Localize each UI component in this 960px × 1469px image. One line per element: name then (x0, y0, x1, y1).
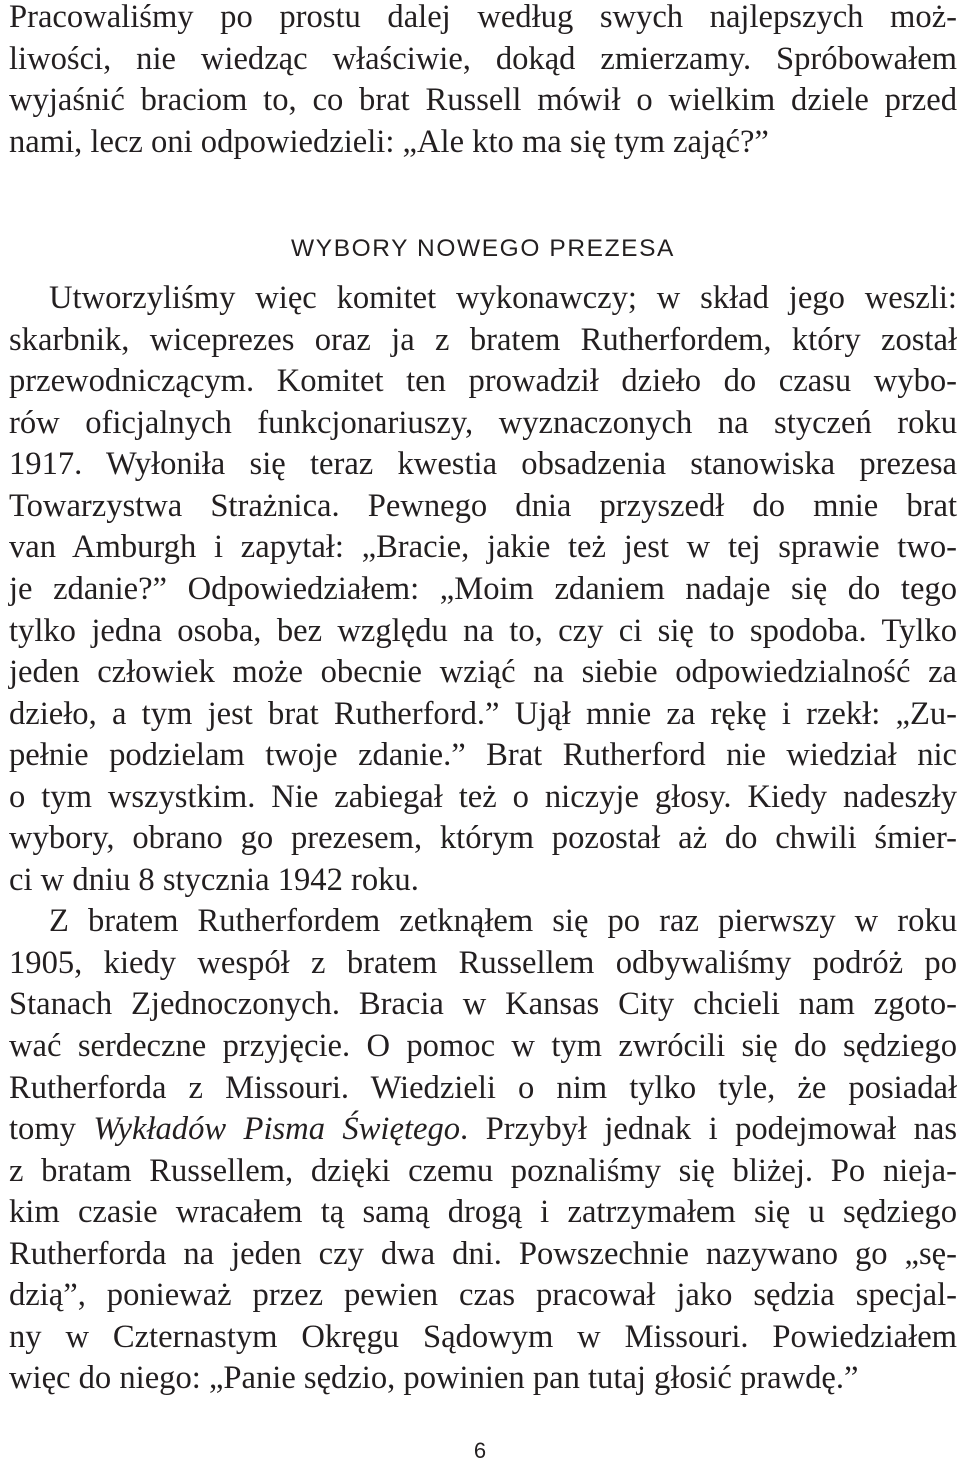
text-line: ny w Czternastym Okręgu Sądowym w Missouri. Powiedziałem (9, 1318, 957, 1355)
paragraph-2 (9, 278, 957, 901)
paragraph-1 (9, 0, 957, 163)
text-line: o tym wszystkim. Nie zabiegał też o niczyje głosy. Kiedy nadeszły (9, 778, 957, 815)
page-body (9, 0, 957, 1400)
text-line: 1905, kiedy wespół z bratem Russellem odbywaliśmy podróż po (9, 944, 957, 981)
page-number: 6 (473, 1438, 487, 1463)
text-line: 1917. Wyłoniła się teraz kwestia obsadzenia stanowiska prezesa (9, 446, 957, 483)
text-line: Rutherforda na jeden czy dwa dni. Powszechnie nazywano go „sę- (9, 1235, 957, 1272)
text-line: pełnie podzielam twoje zdanie.” Brat Rutherford nie wiedział nic (9, 737, 957, 774)
text-line: wyjaśnić braciom to, co brat Russell mówił o wielkim dziele przed (9, 82, 957, 119)
text-line: Utworzyliśmy więc komitet wykonawczy; w skład jego weszli: (49, 280, 957, 317)
text-line: dzieło, a tym jest brat Rutherford.” Ujął mnie za rękę i rzekł: „Zu- (9, 695, 957, 732)
text-line: Rutherforda z Missouri. Wiedzieli o nim tylko tyle, że posiadał (9, 1069, 957, 1106)
text-line: ci w dniu 8 stycznia 1942 roku. (9, 861, 419, 898)
text-line: z bratam Russellem, dzięki czemu poznaliśmy się bliżej. Po nieja- (9, 1152, 957, 1189)
section-heading: WYBORY NOWEGO PREZESA (291, 235, 675, 263)
text-line: Z bratem Rutherfordem zetknąłem się po raz pierwszy w roku (49, 903, 957, 940)
paragraph-3 (9, 901, 957, 1400)
text-line: kim czasie wracałem tą samą drogą i zatrzymałem się u sędziego (9, 1194, 957, 1231)
text-line: wać serdeczne przyjęcie. O pomoc w tym zwrócili się do sędziego (9, 1028, 957, 1065)
text-line: dzią”, ponieważ przez pewien czas pracował jako sędzia specjal- (9, 1277, 957, 1314)
text-line: tylko jedna osoba, bez względu na to, czy ci się to spodoba. Tylko (9, 612, 957, 649)
text-line: wybory, obrano go prezesem, którym pozostał aż do chwili śmier- (9, 820, 957, 857)
text-line: Stanach Zjednoczonych. Bracia w Kansas City chcieli nam zgoto- (9, 986, 957, 1023)
text-line: przewodniczącym. Komitet ten prowadził dzieło do czasu wybo- (9, 363, 957, 400)
text-line: więc do niego: „Panie sędzio, powinien pan tutaj głosić prawdę.” (9, 1360, 859, 1397)
text-line: Towarzystwa Strażnica. Pewnego dnia przyszedł do mnie brat (9, 487, 957, 524)
text-line: je zdanie?” Odpowiedziałem: „Moim zdaniem nadaje się do tego (9, 571, 957, 608)
text-line: rów oficjalnych funkcjonariuszy, wyznaczonych na styczeń roku (9, 404, 957, 441)
book-title: Wykładów Pisma Świętego (93, 1111, 461, 1148)
text-line: van Amburgh i zapytał: „Bracie, jakie też jest w tej sprawie two- (9, 529, 957, 566)
text-fragment: . Przybył jednak i podejmował nas (460, 1111, 957, 1148)
text-line-with-title (9, 1109, 957, 1151)
text-line: skarbnik, wiceprezes oraz ja z bratem Rutherfordem, który został (9, 321, 957, 358)
text-line: jeden człowiek może obecnie wziąć na siebie odpowiedzialność za (9, 654, 957, 691)
text-line: nami, lecz oni odpowiedzieli: „Ale kto ma się tym zająć?” (9, 123, 769, 160)
text-line: Pracowaliśmy po prostu dalej według swych najlepszych moż- (9, 0, 957, 35)
text-fragment: tomy (9, 1111, 94, 1148)
text-line: liwości, nie wiedząc właściwie, dokąd zmierzamy. Spróbowałem (9, 40, 957, 77)
